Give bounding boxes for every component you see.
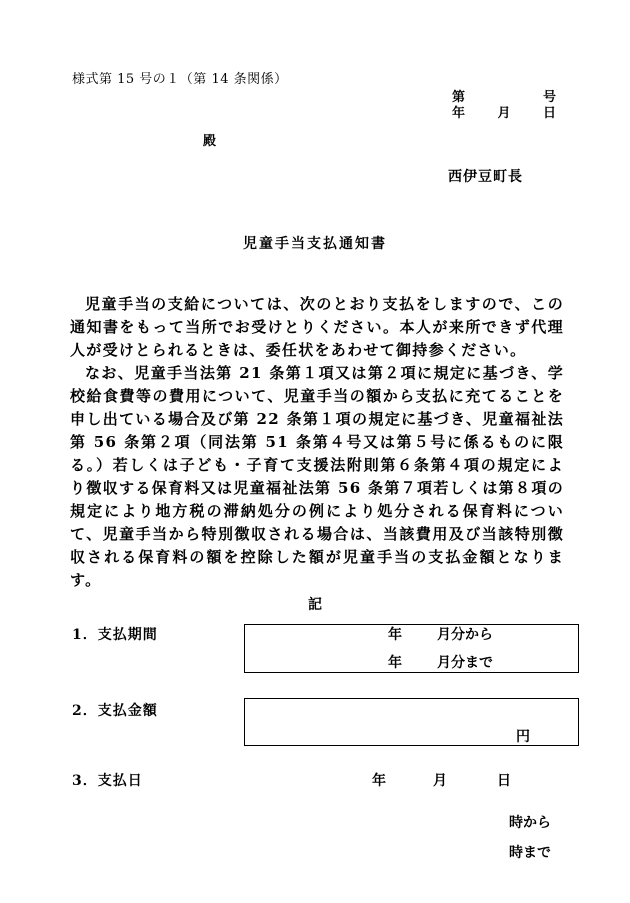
ref-number-suffix: 号 bbox=[542, 90, 556, 105]
ki-heading: 記 bbox=[308, 597, 322, 613]
body-paragraph-1: 児童手当の支給については、次のとおり支払をしますので、この通知書をもって当所でお受けとりください。本人が来所できず代理人が受けとられるときは、委任状をあわせて御持参ください。 bbox=[70, 295, 564, 359]
amount-unit: 円 bbox=[516, 729, 530, 745]
payment-date-year: 年 bbox=[372, 773, 386, 789]
document-title: 児童手当支払通知書 bbox=[243, 236, 387, 252]
form-number: 様式第 15 号の１（第 14 条関係） bbox=[72, 72, 288, 87]
addressee-honorific: 殿 bbox=[203, 134, 217, 149]
notice-body bbox=[70, 293, 564, 592]
payment-date-day: 日 bbox=[497, 773, 511, 789]
period-from-month: 月分から bbox=[437, 627, 493, 643]
issue-date bbox=[452, 102, 556, 121]
period-to-year: 年 bbox=[388, 655, 402, 671]
payment-time-from: 時から bbox=[509, 815, 551, 831]
ref-number-prefix: 第 bbox=[452, 90, 466, 105]
issue-date-day: 日 bbox=[542, 106, 556, 121]
issue-date-month: 月 bbox=[497, 106, 511, 121]
payment-period-label: 1．支払期間 bbox=[72, 627, 158, 643]
body-paragraph-2: なお、児童手当法第 21 条第１項又は第２項に規定に基づき、学校給食費等の費用について、児童手当の額から支払に充てることを申し出ている場合及び第 22 条第１項の規定に基づき、児童福祉法第 56 条第２項（同法第 51 条第４号又は第５号に係るものに限る。）若しくは子ども・子育て支援法附則第６条第４項の規定により徴収する保育料又は児童福祉法第 56 条第７項若しくは第８項の規定により地方税の滞納処分の例により処分される保育料について、児童手当から特別徴収される場合は、当該費用及び当該特別徴収される保育料の額を控除した額が児童手当の支払金額となります。 bbox=[70, 364, 564, 589]
issuer-name: 西伊豆町長 bbox=[448, 169, 523, 185]
issue-date-year: 年 bbox=[452, 106, 466, 121]
payment-date-month: 月 bbox=[433, 773, 447, 789]
period-to-month: 月分まで bbox=[437, 655, 493, 671]
period-from-year: 年 bbox=[388, 627, 402, 643]
payment-period-box bbox=[244, 624, 579, 673]
payment-date-label: 3．支払日 bbox=[72, 773, 143, 789]
payment-amount-label: 2．支払金額 bbox=[72, 703, 158, 719]
payment-time-to: 時まで bbox=[509, 845, 551, 861]
